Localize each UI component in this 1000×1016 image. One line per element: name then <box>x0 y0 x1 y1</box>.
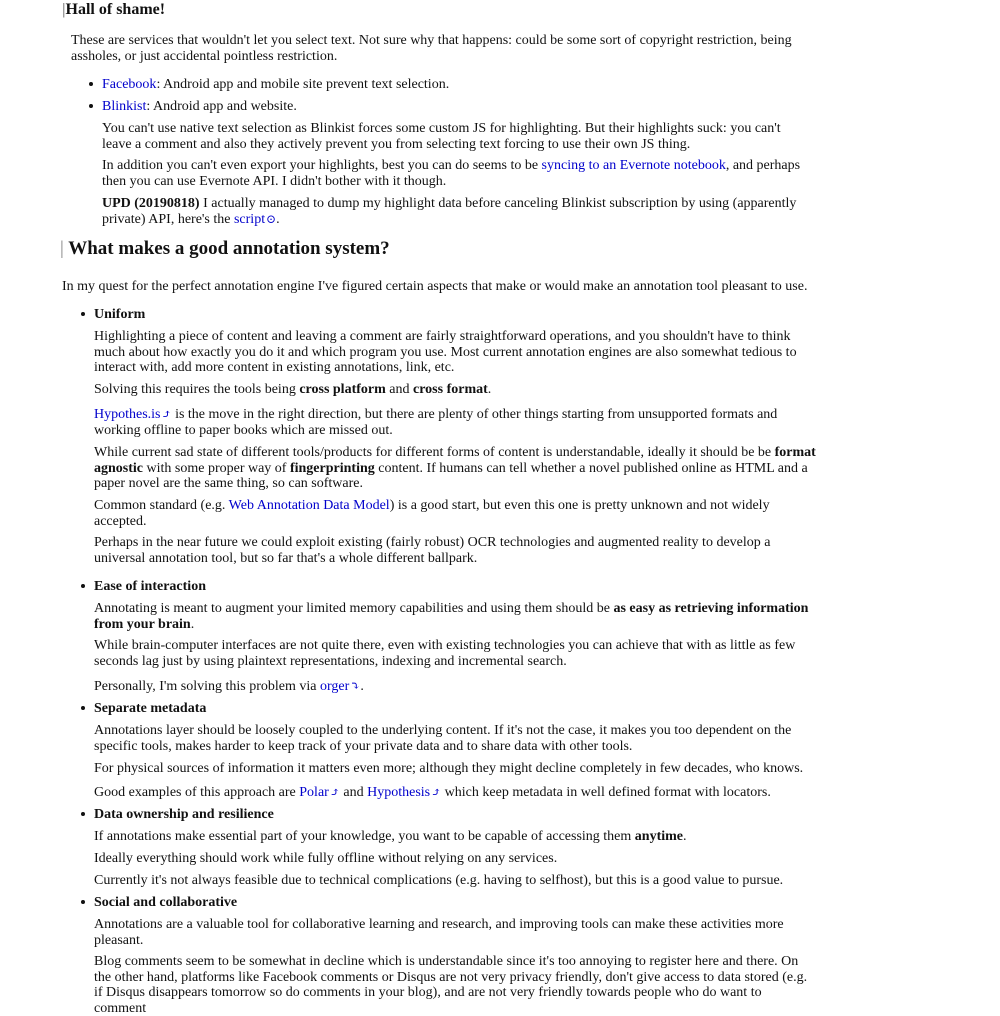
text: In addition you can't even export your highlights, best you can do seems to be <box>102 158 542 173</box>
script-link-label: script <box>233 211 266 227</box>
separate-paragraph-1: Annotations layer should be loosely coupled to the underlying content. If it's not the case, it makes you too dependent on the specific tools, makes harder to keep track of your private data and to share data with other tools. <box>94 723 792 754</box>
web-annotation-link[interactable]: Web Annotation Data Model <box>228 498 390 513</box>
text: Personally, I'm solving this problem via <box>94 679 320 694</box>
text: as easy as retrieving information from your brain <box>94 601 809 632</box>
separate-heading: Separate metadata <box>94 701 207 716</box>
text: . <box>487 382 492 397</box>
orger-link[interactable] <box>320 679 360 694</box>
uniform-heading: Uniform <box>94 307 146 322</box>
hypothesis-link-2[interactable] <box>367 785 441 800</box>
text: . <box>190 616 195 632</box>
blinkist-paragraph-2 <box>102 158 812 189</box>
list-item-text: : Android app and website. <box>146 99 297 114</box>
list-item-blinkist <box>102 99 822 115</box>
text: Solving this requires the tools being <box>94 382 300 397</box>
polar-link-label: Polar <box>299 785 329 800</box>
good-annotation-heading: | What makes a good annotation system? <box>60 238 390 259</box>
ownership-paragraph-1 <box>94 829 814 845</box>
list-item-text: : Android app and mobile site prevent text selection. <box>156 77 450 92</box>
hall-intro: These are services that wouldn't let you select text. Not sure why that happens: could be some sort of copyright restriction, being assholes, or just accidental pointless restriction. <box>71 33 792 64</box>
external-link-icon: ⤴ <box>329 785 340 799</box>
bullet <box>81 312 85 316</box>
text: and <box>385 382 413 397</box>
bullet <box>81 812 85 816</box>
social-paragraph-1: Annotations are a valuable tool for collaborative learning and research, and improving tools can make these activities more pleasant. <box>94 917 784 948</box>
ease-paragraph-1 <box>94 601 814 632</box>
list-item-facebook <box>102 77 822 93</box>
text: , and perhaps then you can use Evernote API. I didn't bother with it though. <box>102 158 801 189</box>
ease-paragraph-3 <box>94 679 794 695</box>
hypothesis-link-label: Hypothes.is <box>94 407 161 422</box>
evernote-sync-link[interactable]: syncing to an Evernote notebook <box>541 158 726 173</box>
social-heading: Social and collaborative <box>94 895 238 910</box>
ease-heading: Ease of interaction <box>94 579 206 594</box>
hypothesis-link[interactable] <box>94 407 172 422</box>
upd-paragraph <box>102 196 802 227</box>
separate-paragraph-2: For physical sources of information it matters even more; although they might decline completely in few decades, who knows. <box>94 761 804 776</box>
text: anytime <box>634 829 683 844</box>
github-icon: ⊙ <box>266 211 277 226</box>
ownership-heading: Data ownership and resilience <box>94 807 274 822</box>
uniform-paragraph-6: Perhaps in the near future we could exploit existing (fairly robust) OCR technologies and augmented reality to develop a universal annotation tool, but so far that's a whole different ballpark. <box>94 535 771 566</box>
text: cross format <box>413 382 488 397</box>
internal-link-icon: ⤵ <box>350 679 361 693</box>
uniform-paragraph-1: Highlighting a piece of content and leaving a comment are fairly straightforward operations, and you shouldn't have to think much about how exactly you do it and which program you use. Most current annotation engines are also somewhat tedious to interact with, add more content in existing annotations, link, etc. <box>94 329 797 375</box>
facebook-link[interactable]: Facebook <box>102 77 157 92</box>
text: is the move in the right direction, but there are plenty of other things starting from unsupported formats and working offline to paper books which are missed out. <box>94 407 778 438</box>
text: If annotations make essential part of your knowledge, you want to be capable of accessing them <box>94 829 635 844</box>
text: . <box>276 211 280 227</box>
polar-link[interactable] <box>299 785 340 800</box>
social-paragraph-2: Blog comments seem to be somewhat in decline which is understandable since it's too annoying to register here and there. On the other hand, platforms like Facebook comments or Disqus are not very privacy friendly, don't give access to data stored (e.g. if Disqus disappears tomorrow so do comments in your blog), and are not very friendly towards people who do want to comment <box>94 954 808 1016</box>
upd-label: UPD (20190818) <box>102 196 200 211</box>
text: While current sad state of different tools/products for different forms of content is understandable, ideally it should be be <box>94 445 775 460</box>
text: with some proper way of <box>143 460 290 476</box>
text: ) is a good start, but even this one is pretty unknown and not widely accepted. <box>94 498 770 529</box>
hypothesis-link-label: Hypothesis <box>367 785 431 800</box>
bullet <box>81 706 85 710</box>
text: content. If humans can tell whether a novel published online as HTML and a paper novel are the same thing, so can software. <box>94 460 808 491</box>
text: cross platform <box>299 382 386 397</box>
external-link-icon: ⤴ <box>431 785 442 799</box>
text: Annotating is meant to augment your limited memory capabilities and using them should be <box>94 601 614 616</box>
uniform-paragraph-2 <box>94 382 814 398</box>
bullet <box>89 82 93 86</box>
separate-paragraph-3 <box>94 785 814 801</box>
uniform-paragraph-3 <box>94 407 804 438</box>
hall-of-shame-heading: |Hall of shame! <box>62 1 166 18</box>
good-intro: In my quest for the perfect annotation engine I've figured certain aspects that make or would make an annotation tool pleasant to use. <box>62 279 808 294</box>
ownership-paragraph-3: Currently it's not always feasible due to technical complications (e.g. having to selfhost), but this is a good value to pursue. <box>94 873 784 888</box>
ownership-paragraph-2: Ideally everything should work while fully offline without relying on any services. <box>94 851 558 866</box>
text: and <box>339 785 368 800</box>
blinkist-link[interactable]: Blinkist <box>102 99 147 114</box>
ease-paragraph-2: While brain-computer interfaces are not quite there, even with existing technologies you can achieve that with as little as few seconds lag just by using plaintext representations, indexing and incremental search. <box>94 638 796 669</box>
text: Common standard (e.g. <box>94 498 229 513</box>
blinkist-paragraph-1: You can't use native text selection as Blinkist forces some custom JS for highlighting. But their highlights suck: you can't leave a comment and also they actively prevent you from selecting text forcing to use their own JS thing. <box>102 121 781 152</box>
text: I actually managed to dump my highlight data before canceling Blinkist subscription by using (apparently private) API, here's the <box>102 196 797 227</box>
text: which keep metadata in well defined format with locators. <box>441 785 771 800</box>
text: . <box>360 679 364 694</box>
external-link-icon: ⤴ <box>161 407 172 421</box>
text: Good examples of this approach are <box>94 785 300 800</box>
uniform-paragraph-5 <box>94 498 794 529</box>
bullet <box>89 104 93 108</box>
bullet <box>81 900 85 904</box>
orger-link-label: orger <box>319 679 350 694</box>
bullet <box>81 584 85 588</box>
text: format agnostic <box>94 445 816 476</box>
uniform-paragraph-4 <box>94 445 816 492</box>
script-link[interactable] <box>234 212 276 227</box>
text: . <box>683 829 687 844</box>
text: fingerprinting <box>289 460 375 476</box>
